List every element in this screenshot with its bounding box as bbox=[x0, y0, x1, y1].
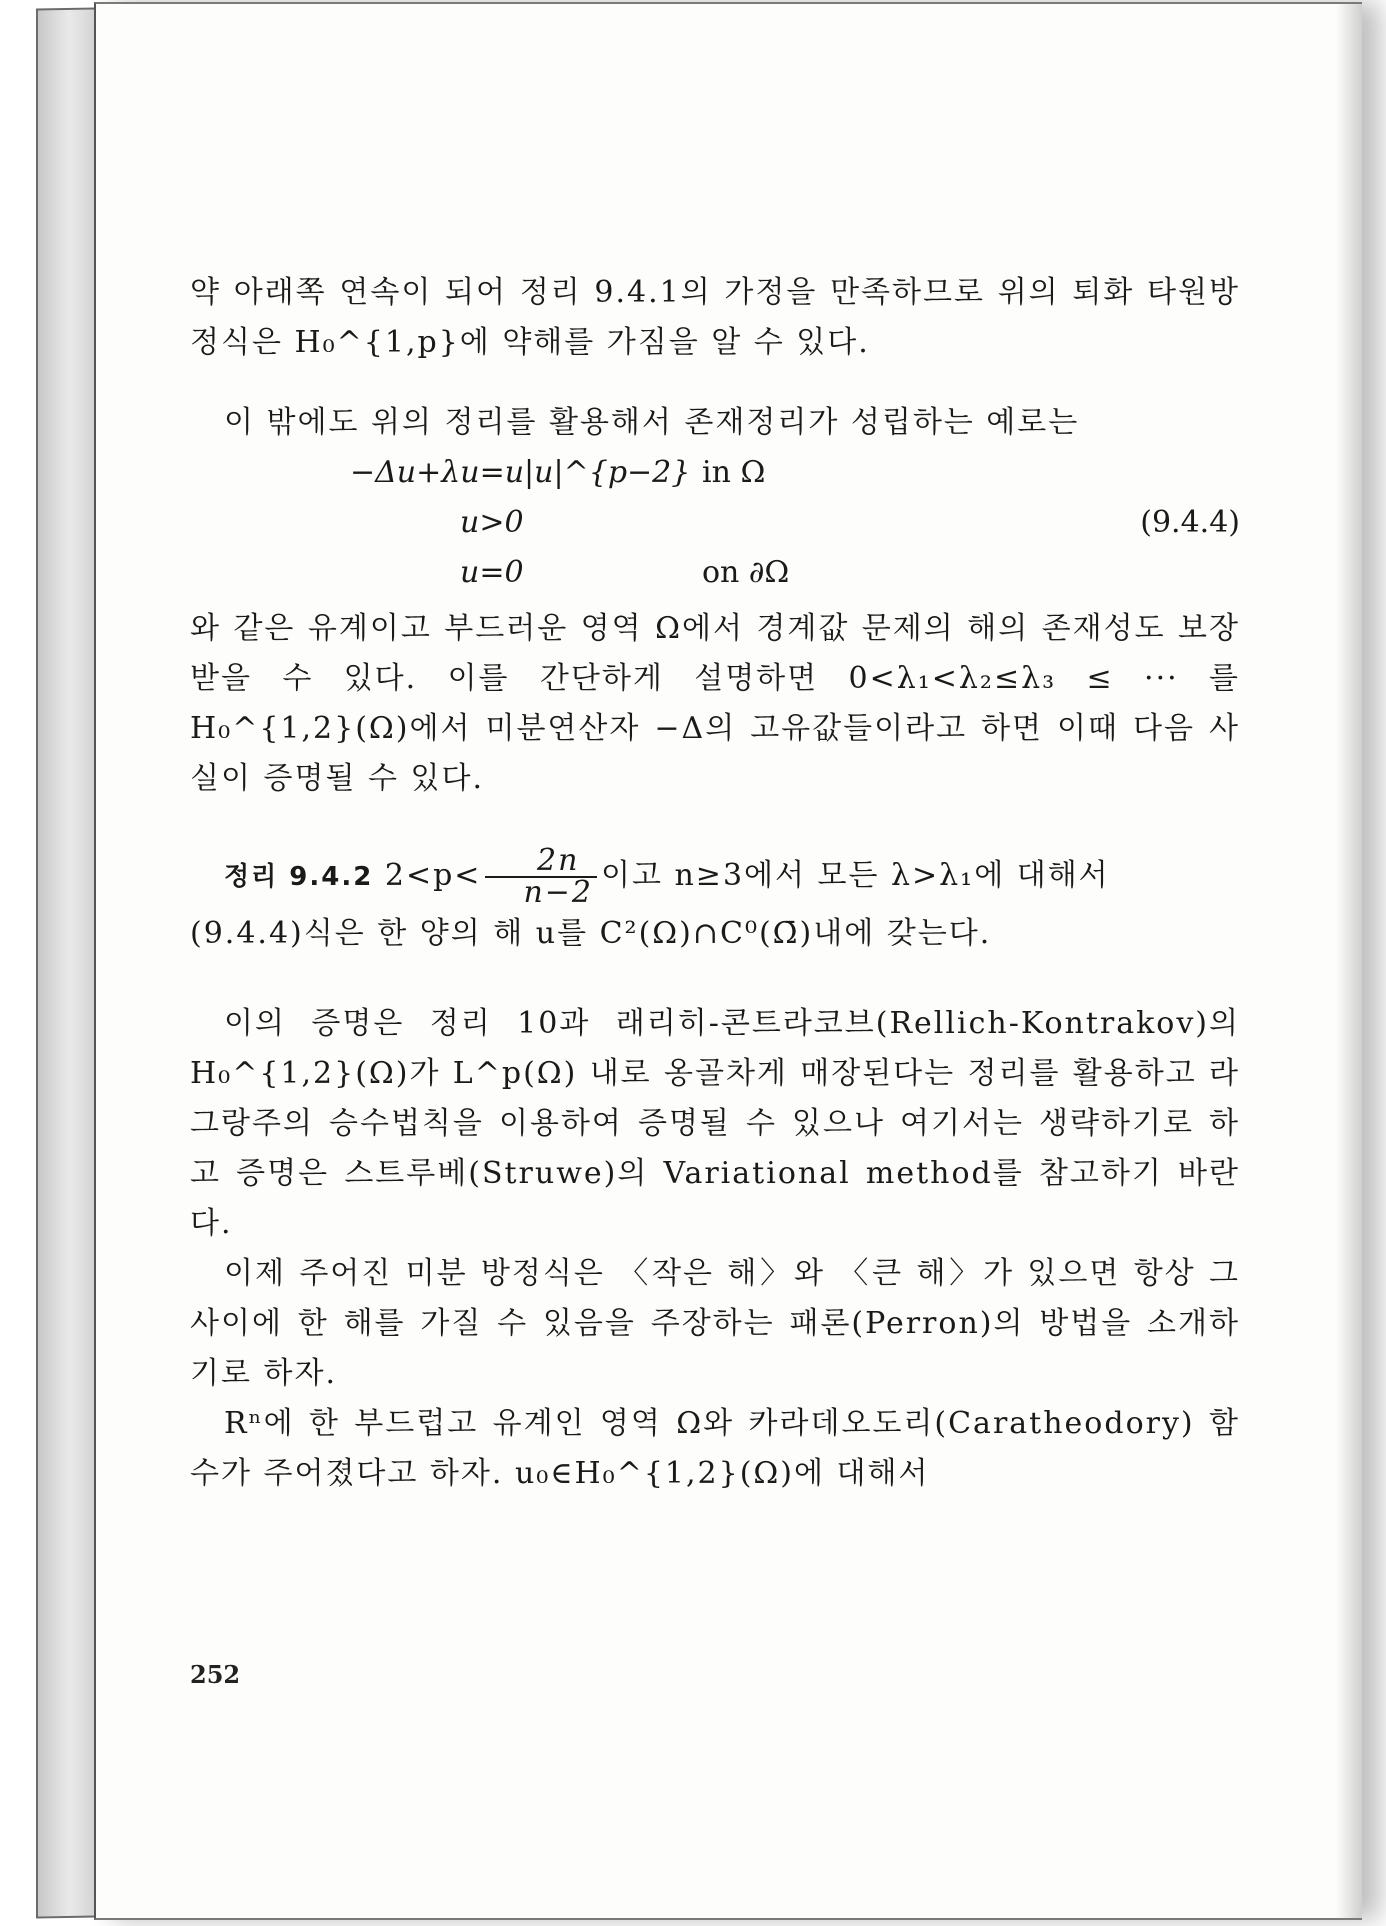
fraction-numerator: 2n bbox=[485, 846, 597, 878]
theorem-statement bbox=[190, 844, 1240, 909]
equation-9-4-4 bbox=[190, 448, 1240, 598]
equation-condition-3: on ∂Ω bbox=[702, 555, 790, 590]
page-number: 252 bbox=[190, 1660, 241, 1689]
theorem-condition-start: 2<p< bbox=[384, 858, 482, 893]
paragraph-4: 이의 증명은 정리 10과 래리히-콘트라코브(Rellich-Kontrakov)의 H₀^{1,2}(Ω)가 L^p(Ω) 내로 옹골차게 매장된다는 정리를 활용하고 라그랑주의 승수법칙을 이용하여 증명될 수 있으나 여기서는 생략하기로 하고 증명은 스트루베(Struwe)의 Variational method를 참고하기 바란다. bbox=[190, 1006, 1240, 1241]
theorem-condition-end: 이고 n≥3에서 모든 λ>λ₁에 대해서 bbox=[600, 858, 1110, 893]
paragraph-3: 와 같은 유계이고 부드러운 영역 Ω에서 경계값 문제의 해의 존재성도 보장받을 수 있다. 이를 간단하게 설명하면 0<λ₁<λ₂≤λ₃ ≤ ··· 를 H₀^{1,2}(Ω)에서 미분연산자 −Δ의 고유값들이라고 하면 이때 다음 사실이 증명될 수 있다. bbox=[190, 611, 1240, 796]
fraction-denominator: n−2 bbox=[523, 875, 593, 910]
paragraph-1: 약 아래쪽 연속이 되어 정리 9.4.1의 가정을 만족하므로 위의 퇴화 타원방정식은 H₀^{1,p}에 약해를 가짐을 알 수 있다. bbox=[190, 275, 1240, 360]
equation-line-2: u>0 bbox=[460, 505, 524, 540]
equation-line-1: −Δu+λu=u|u|^{p−2} bbox=[350, 455, 691, 490]
theorem-label: 정리 9.4.2 bbox=[224, 862, 374, 892]
equation-line-3: u=0 bbox=[460, 555, 524, 590]
book-spine bbox=[36, 7, 96, 1918]
page-content bbox=[190, 268, 1240, 1499]
theorem-conclusion: (9.4.4)식은 한 양의 해 u를 C²(Ω)∩C⁰(Ω̄)내에 갖는다. bbox=[190, 916, 992, 951]
equation-condition-1: in Ω bbox=[702, 455, 766, 490]
paragraph-6: Rⁿ에 한 부드럽고 유계인 영역 Ω와 카라데오도리(Caratheodory) 함수가 주어졌다고 하자. u₀∈H₀^{1,2}(Ω)에 대해서 bbox=[190, 1406, 1240, 1491]
fraction bbox=[485, 843, 597, 910]
paragraph-5: 이제 주어진 미분 방정식은 〈작은 해〉와 〈큰 해〉가 있으면 항상 그 사이에 한 해를 가질 수 있음을 주장하는 패론(Perron)의 방법을 소개하기로 하자. bbox=[190, 1256, 1240, 1391]
equation-number: (9.4.4) bbox=[1140, 505, 1240, 540]
page-edge-shadow bbox=[1336, 4, 1362, 1918]
paragraph-2: 이 밖에도 위의 정리를 활용해서 존재정리가 성립하는 예로는 bbox=[224, 405, 1080, 440]
